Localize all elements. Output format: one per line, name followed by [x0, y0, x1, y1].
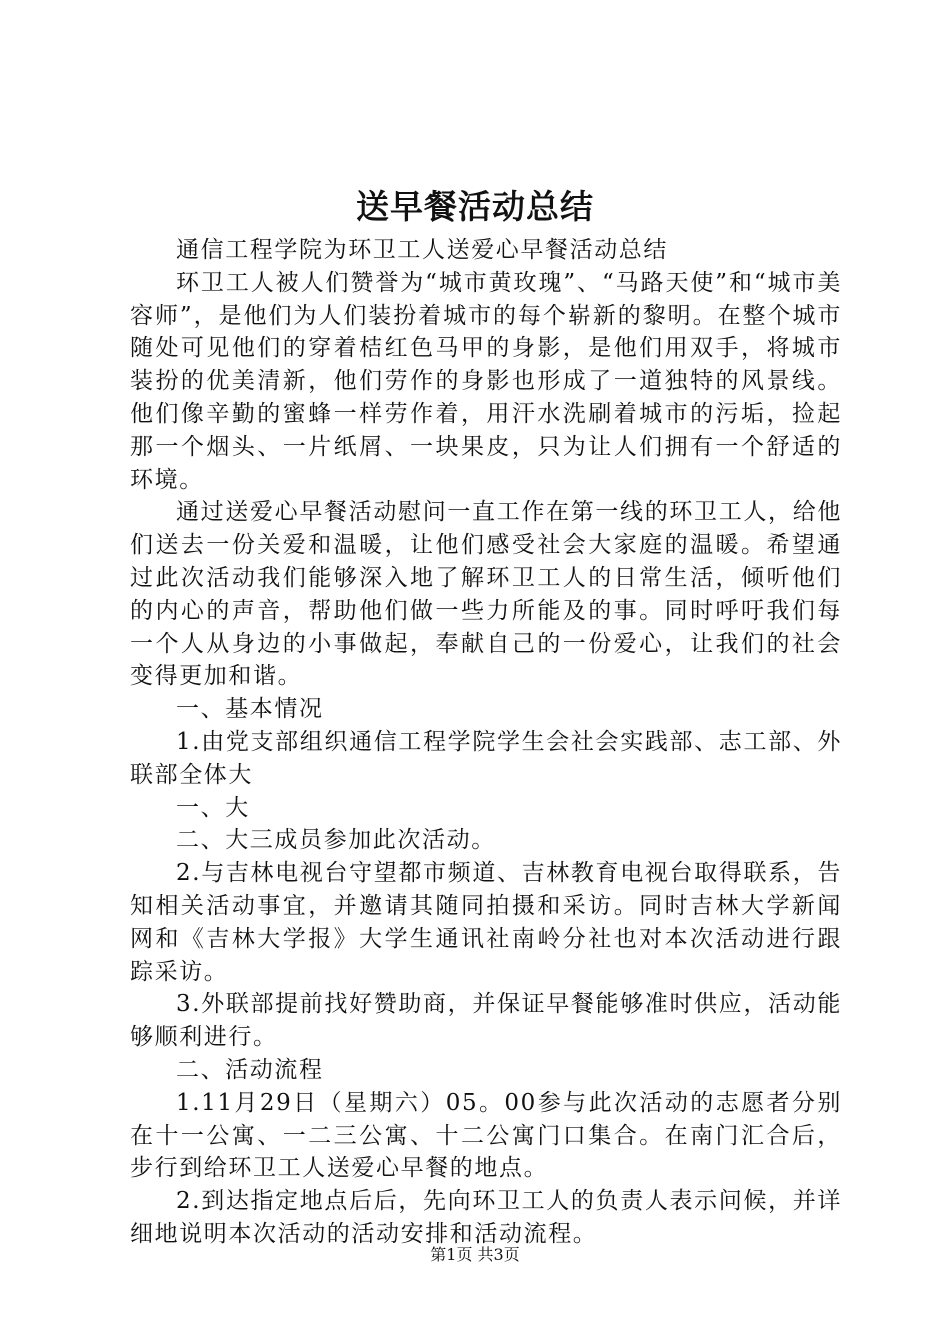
document-title: 送早餐活动总结	[356, 187, 594, 226]
list-item: 1.由党支部组织通信工程学院学生会社会实践部、志工部、外联部全体大	[130, 728, 842, 788]
list-item: 二、大三成员参加此次活动。	[176, 827, 496, 854]
document-body	[130, 234, 842, 1251]
list-item: 2.与吉林电视台守望都市频道、吉林教育电视台取得联系，告知相关活动事宜，并邀请其随同拍摄和采访。同时吉林大学新闻网和《吉林大学报》大学生通讯社南岭分社也对本次活动进行跟踪采访。	[130, 860, 842, 985]
section-heading-process: 二、活动流程	[176, 1056, 324, 1083]
list-item: 3.外联部提前找好赞助商，并保证早餐能够准时供应，活动能够顺利进行。	[130, 991, 842, 1051]
list-item: 2.到达指定地点后后，先向环卫工人的负责人表示问候，并详细地说明本次活动的活动安排和活动流程。	[130, 1188, 842, 1247]
page-footer: 第1页 共3页	[430, 1245, 520, 1264]
subtitle-paragraph: 通信工程学院为环卫工人送爱心早餐活动总结	[176, 237, 668, 263]
purpose-paragraph: 通过送爱心早餐活动慰问一直工作在第一线的环卫工人，给他们送去一份关爱和温暖，让他们感受社会大家庭的温暖。希望通过此次活动我们能够深入地了解环卫工人的日常生活，倾听他们的内心的声音，帮助他们做一些力所能及的事。同时呼吁我们每一个人从身边的小事做起，奉献自己的一份爱心，让我们的社会变得更加和谐。	[130, 499, 842, 690]
list-item: 一、大	[176, 794, 250, 821]
section-heading-basic: 一、基本情况	[176, 696, 324, 723]
intro-paragraph: 环卫工人被人们赞誉为“城市黄玫瑰”、“马路天使”和“城市美容师”，是他们为人们装扮着城市的每个崭新的黎明。在整个城市随处可见他们的穿着桔红色马甲的身影，是他们用双手，将城市装扮的优美清新，他们劳作的身影也形成了一道独特的风景线。他们像辛勤的蜜蜂一样劳作着，用汗水洗刷着城市的污垢，捡起那一个烟头、一片纸屑、一块果皮，只为让人们拥有一个舒适的环境。	[130, 269, 842, 493]
list-item: 1.11月29日（星期六）05。00参与此次活动的志愿者分别在十一公寓、一二三公寓、十二公寓门口集合。在南门汇合后，步行到给环卫工人送爱心早餐的地点。	[130, 1089, 842, 1182]
